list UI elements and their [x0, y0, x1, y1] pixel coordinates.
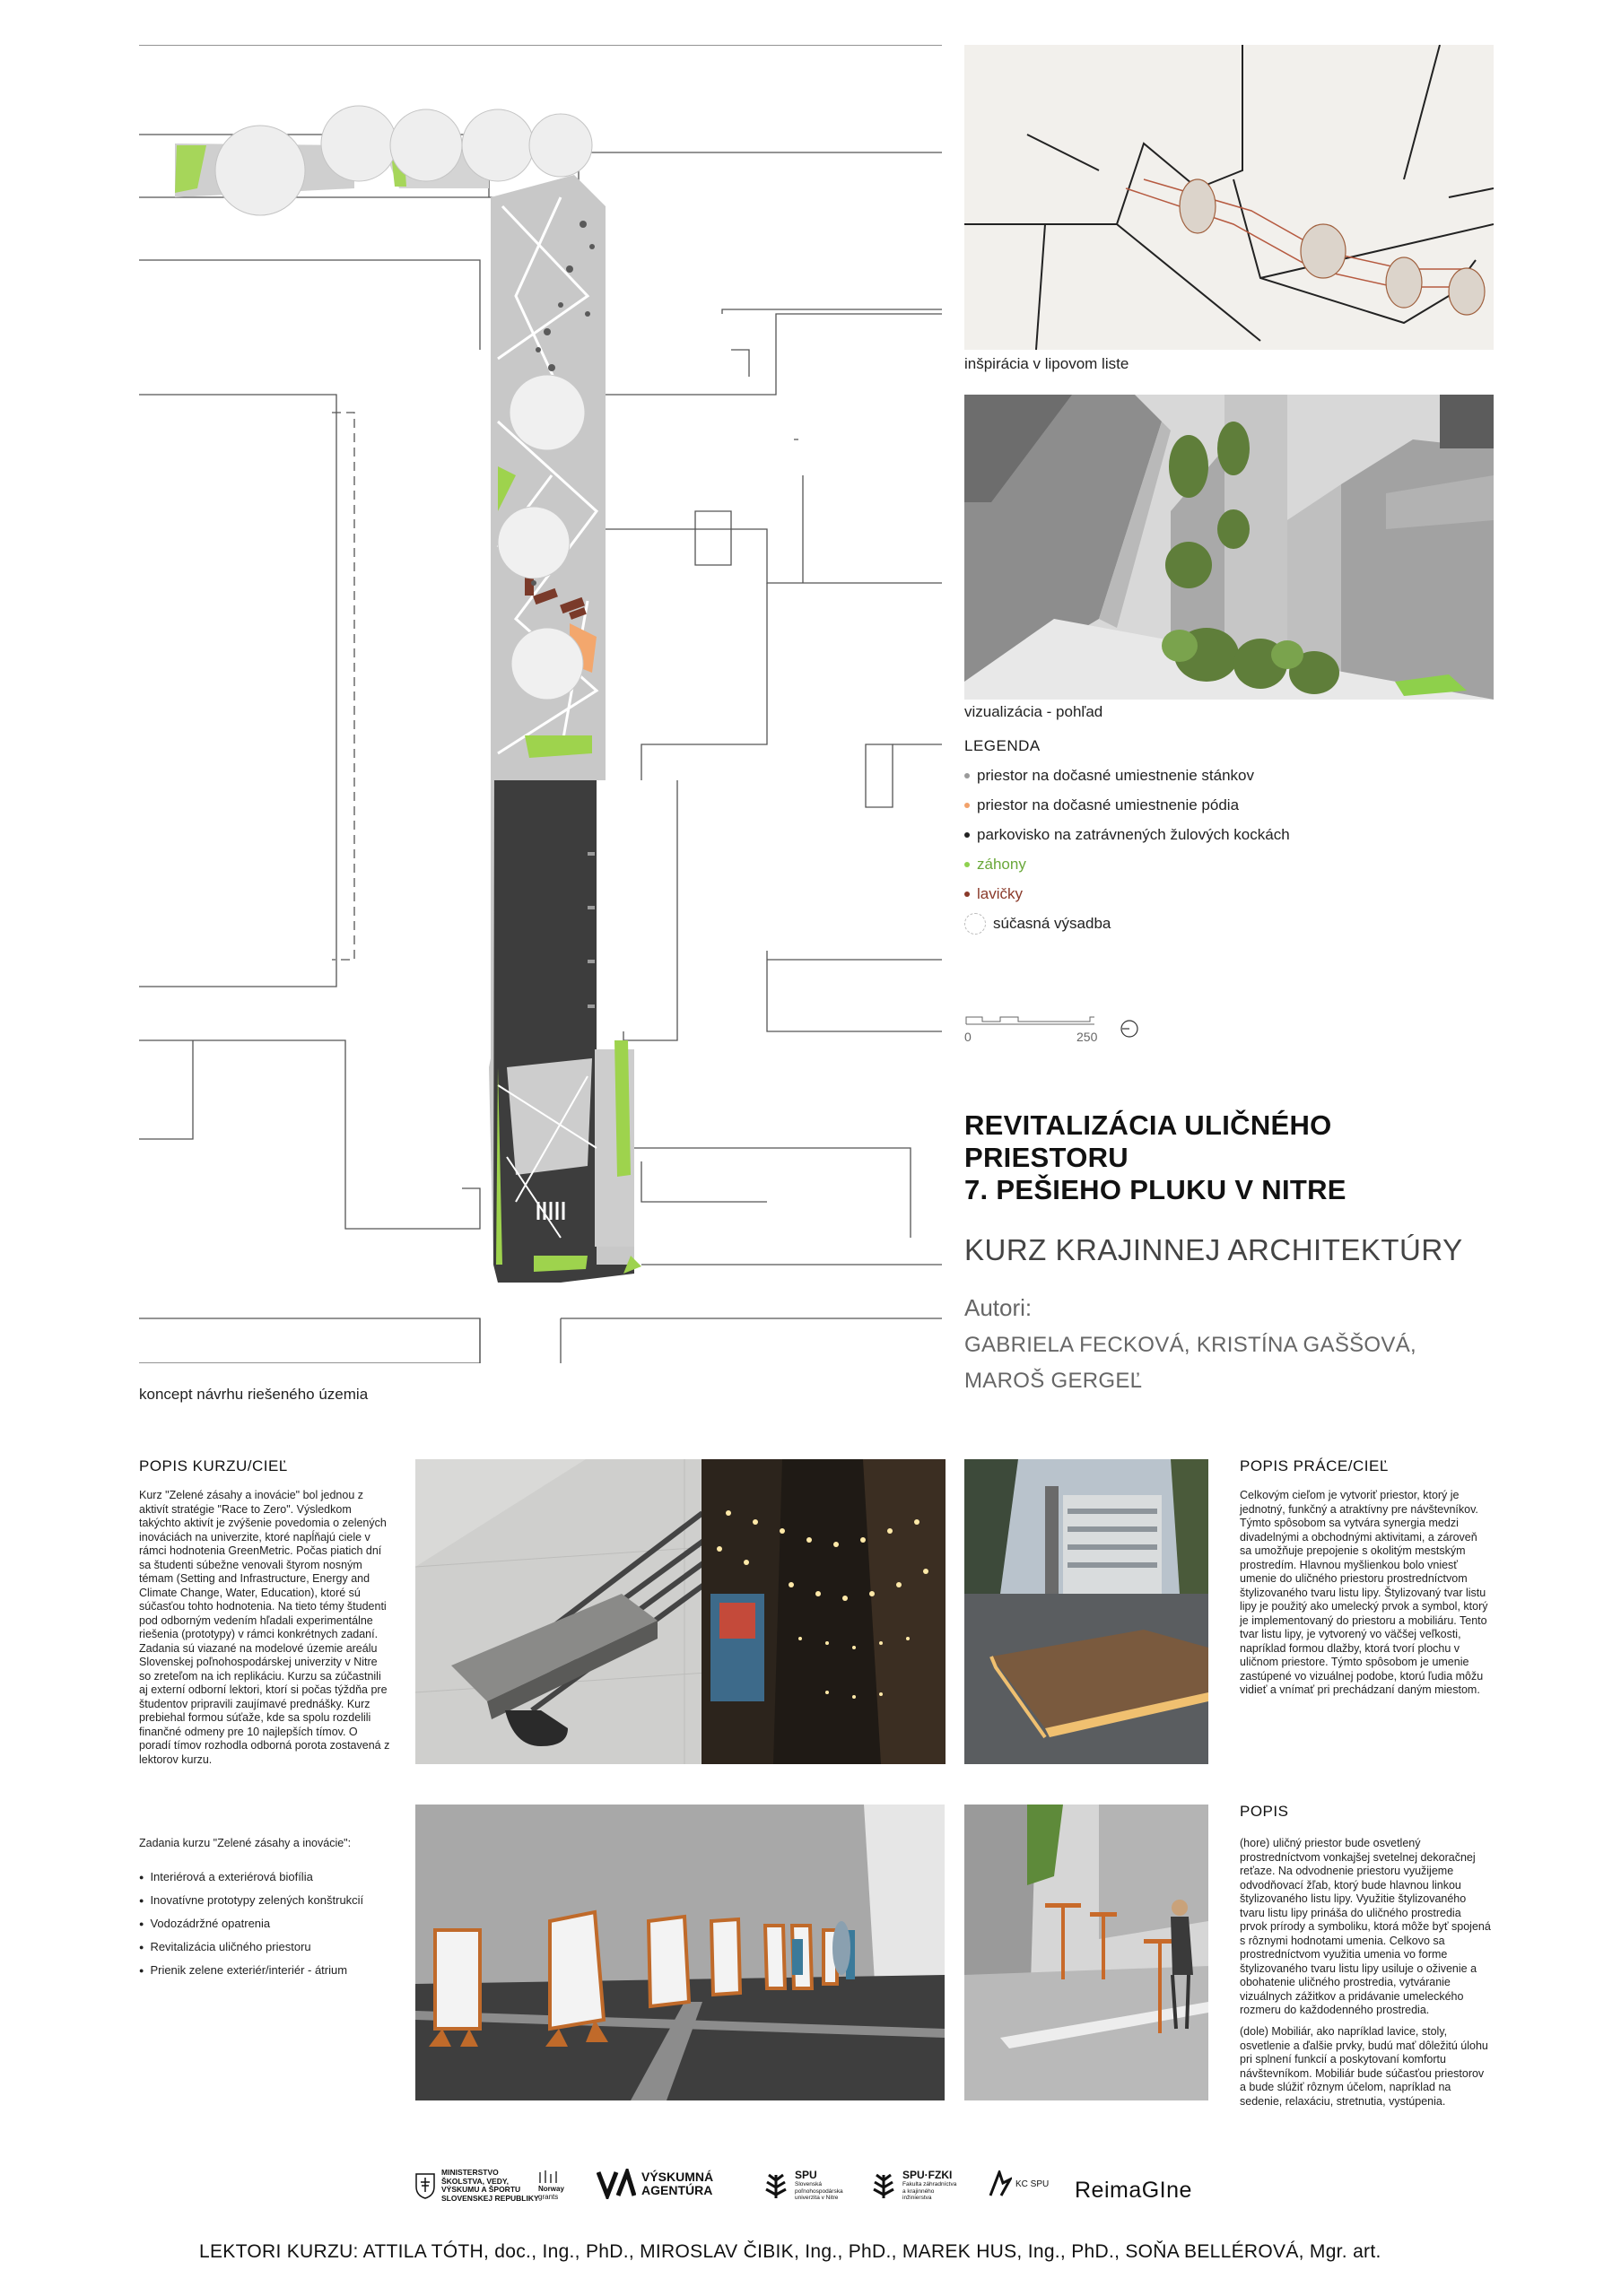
lecturers-footer: LEKTORI KURZU: ATTILA TÓTH, doc., Ing., PhD., MIROSLAV ČIBIK, Ing., PhD., MAREK HUS, Ing., PhD., SOŇA BELLÉROVÁ, Mgr. art. [199, 2241, 1381, 2262]
string-lights-photo [702, 1459, 946, 1764]
list-item: ● Prienik zelene exteriér/interiér - átrium [139, 1959, 408, 1982]
ministry-logo: MINISTERSTVO ŠKOLSTVA, VEDY, VÝSKUMU A ŠPORTU SLOVENSKEJ REPUBLIKY [414, 2169, 539, 2203]
legend-item-benches: lavičky [964, 885, 1023, 903]
tasks-heading: Zadania kurzu "Zelené zásahy a inovácie": [139, 1837, 352, 1849]
course-heading: POPIS KURZU/CIEĽ [139, 1457, 288, 1474]
list-item: ● Inovatívne prototypy zelených konštrukcií [139, 1889, 408, 1912]
master-plan [139, 45, 942, 1363]
legend-swatch [964, 773, 970, 778]
authors-label: Autori: [964, 1294, 1033, 1321]
visualization-caption: vizualizácia - pohľad [964, 703, 1103, 720]
legend-swatch [964, 862, 970, 867]
scale-start: 0 [964, 1030, 972, 1044]
plaza-photo [964, 1459, 1208, 1764]
tables-visualization [964, 1805, 1208, 2100]
spu-logo: SPU Slovenská poľnohospodárska univerzita v Nitre [761, 2169, 843, 2202]
legend-swatch [964, 891, 970, 897]
scale-bar [964, 1015, 1144, 1033]
legend-item-beds: záhony [964, 856, 1026, 874]
inspiration-caption: inšpirácia v lipovom liste [964, 355, 1129, 372]
va-mark-icon [597, 2169, 636, 2199]
kc-mark-icon [987, 2170, 1012, 2197]
tree-icon [964, 913, 986, 935]
wheat-icon [761, 2170, 791, 2200]
inspiration-sketch [964, 45, 1494, 350]
legend-item-stalls: priestor na dočasné umiestnenie stánkov [964, 767, 1254, 785]
kc-spu-logo: KC SPU [987, 2170, 1049, 2197]
legend-item-stage: priestor na dočasné umiestnenie pódia [964, 796, 1239, 814]
wheat-icon [868, 2170, 899, 2200]
list-item: ● Interiérová a exteriérová biofília [139, 1866, 408, 1889]
list-item: ● Revitalizácia uličného priestoru [139, 1935, 408, 1959]
work-text: Celkovým cieľom je vytvoriť priestor, ktorý je jednotný, funkčný a atraktívny pre návštevníkov. Týmto spôsobom sa vytvára synergia medzi divadelnými a obchodnými aktivitami, a zároveň sa umožňuje prepojenie s okolitým mestským prostredím. Hlavnou myšlienkou bolo vniesť umenie do uličného priestoru prostredníctvom štylizovaného tvaru listu lipy. Štylizovaný tvar listu lipy je použitý ako umelecký prvok a symbol, ktorý je implementovaný do priestoru a mobiliáru. Tento tvar listu lipy, je vytvorený vo väčšej veľkosti, napríklad formou dlažby, ktorá tvorí plochu v uličnom priestore. Týmto spôsobom je umenie zastúpené vo vizuálnej podobe, ktorú ľudia môžu vidieť a vnímať pri prechádzaní daným miestom. [1240, 1489, 1488, 1696]
desc-text-bottom: (dole) Mobiliár, ako napríklad lavice, stoly, osvetlenie a ďalšie prvky, budú mať dôležitú úlohu pri splnení funkcií a poskytovaní komfortu návštevníkom. Mobiliár bude súčasťou priestorov a bude slúžiť rôznym účelom, napríklad na sedenie, relaxáciu, stretnutia, vystúpenia. [1240, 2025, 1488, 2108]
legend-swatch [964, 803, 970, 808]
north-arrow-icon [1120, 1019, 1139, 1039]
tasks-list [139, 1866, 408, 1982]
coat-of-arms-icon [414, 2172, 436, 2199]
desc-heading: POPIS [1240, 1803, 1289, 1820]
legend-item-planting: súčasná výsadba [964, 913, 1111, 935]
reimagine-logo: ReimaGIne [1075, 2178, 1192, 2203]
subtitle: KURZ KRAJINNEJ ARCHITEKTÚRY [964, 1233, 1463, 1266]
course-text: Kurz "Zelené zásahy a inovácie" bol jednou z aktivít stratégie "Race to Zero". Výsledkom takýchto aktivít je zvýšenie povedomia o zelených inováciách na univerzite, ktoré napĺňajú ciele v rámci hodnotenia GreenMetric. Počas piatich dní sa študenti súbežne venovali štyrom nosným témam (Setting and Infrastructure, Energy and Climate Change, Water, Education), ktoré sú súčasťou tohto hodnotenia. Na tieto témy študenti pod odborným vedením hľadali experimentálne riešenia (prototypy) v rámci konkrétnych zadaní. Zadania sú viazané na modelové územie areálu Slovenskej poľnohospodárskej univerzity v Nitre so zreteľom na ich replikáciu. Kurzu sa zúčastnili aj externí odborní lektori, ktorí si počas týždňa pre študentov pripravili zaujímavé prednášky. Kurz prebiehal formou súťaže, kde sa spolu rozdelili finančné odmeny pre 10 najlepších tímov. O poradí tímov rozhodla odborná porota zostavená z lektorov kurzu. [139, 1489, 390, 1766]
norway-icon [538, 2169, 565, 2185]
work-heading: POPIS PRÁCE/CIEĽ [1240, 1457, 1389, 1474]
legend-title: LEGENDA [964, 737, 1041, 754]
stands-visualization [415, 1805, 945, 2100]
scale-end: 250 [1076, 1030, 1098, 1044]
list-item: ● Vodozádržné opatrenia [139, 1912, 408, 1935]
legend-swatch [964, 832, 970, 838]
vyskumna-agentura-logo: VÝSKUMNÁ AGENTÚRA [597, 2169, 713, 2199]
spu-fzki-logo: SPU·FZKI Fakulta záhradníctva a krajinného inžinierstva [868, 2169, 956, 2202]
visualization-view [964, 395, 1494, 700]
norway-grants-logo: Norway grants [538, 2169, 565, 2201]
desc-text-top: (hore) uličný priestor bude osvetlený prostredníctvom vonkajšej svetelnej dekoračnej reťaze. Na odvodnenie priestoru využijeme odvodňovací žľab, ktorý bude hlavnou linkou štylizovaného listu lipy. Využitie štylizovaného tvaru listu lipy prináša do uličného prostredia prvok prírody a symboliku, ktorá môže byť spojená s rôznymi hodnotami umenia. Celkovo sa prostredníctvom využitia umenia vo forme štylizovaného tvaru listu lipy usiluje o oživenie a obohatenie uličného prostredia, vytváranie vizuálnych zážitkov a pridávanie umeleckého rozmeru do každodenného prostredia. [1240, 1837, 1491, 2016]
legend-item-parking: parkovisko na zatrávnených žulových kockách [964, 826, 1290, 844]
page-title: REVITALIZÁCIA ULIČNÉHO PRIESTORU 7. PEŠIEHO PLUKU V NITRE [964, 1109, 1346, 1205]
authors-list: GABRIELA FECKOVÁ, KRISTÍNA GAŠŠOVÁ, MAROŠ GERGEĽ [964, 1333, 1416, 1393]
concept-caption: koncept návrhu riešeného územia [139, 1386, 369, 1403]
